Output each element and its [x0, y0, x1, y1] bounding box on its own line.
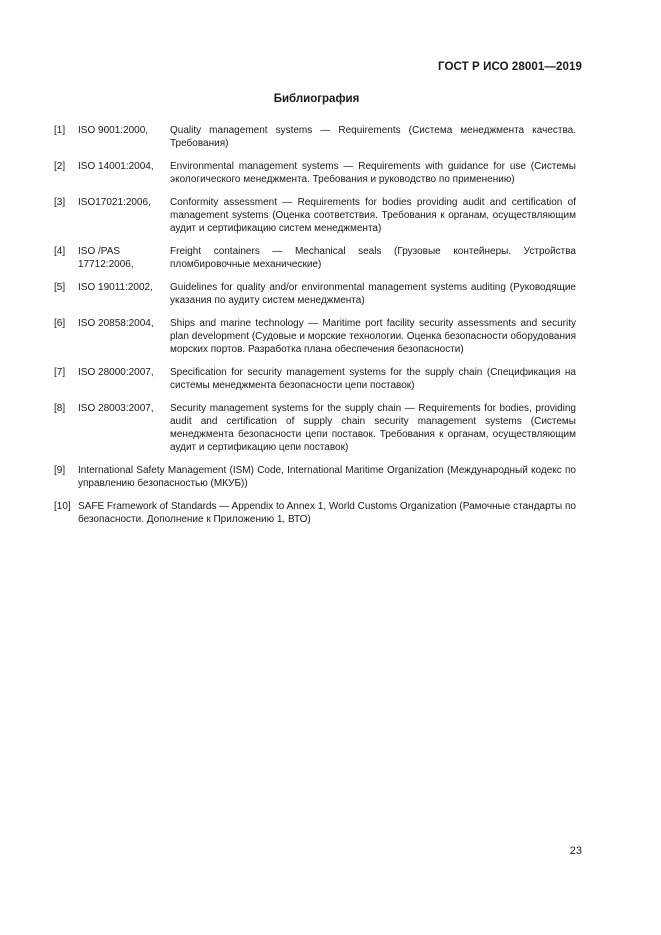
entry-description: Security management systems for the supply chain — Requirements for bodies, providing audit and certification of supply chain security management systems (Системы менеджмента безопасности цепи поставок. Требования к органам, осуществляющим аудит и сертификацию цепи поставок) — [170, 403, 576, 453]
entry-description: Conformity assessment — Requirements for bodies providing audit and certification of management systems (Оценка соответствия. Требования к органам, осуществляющим аудит и сертификацию систем менеджмента) — [170, 197, 576, 234]
entry-description: Guidelines for quality and/or environmental management systems auditing (Руководящие указания по аудиту систем менеджмента) — [170, 282, 576, 306]
entry-number: [9] — [54, 465, 66, 476]
entry-number: [4] — [54, 246, 66, 257]
entry-standard-code: ISO 20858:2004, — [78, 318, 154, 329]
entry-standard-code: ISO17021:2006, — [78, 197, 151, 208]
bibliography-entry-4 — [54, 245, 576, 271]
page-title: Библиография — [273, 93, 360, 105]
entry-standard-code: ISO /PAS 17712:2006, — [78, 246, 134, 270]
bibliography-entry-3 — [54, 196, 576, 235]
bibliography-list — [54, 124, 576, 536]
entry-number: [6] — [54, 318, 66, 329]
bibliography-entry-2 — [54, 160, 576, 186]
bibliography-entry-10 — [54, 500, 576, 526]
entry-number: [7] — [54, 367, 66, 378]
bibliography-entry-7 — [54, 366, 576, 392]
entry-number: [8] — [54, 403, 66, 414]
entry-number: [3] — [54, 197, 66, 208]
entry-description: International Safety Management (ISM) Code, International Maritime Organization (Международный кодекс по управлению безопасностью (МКУБ)) — [78, 465, 576, 489]
entry-description: Specification for security management systems for the supply chain (Спецификация на системы менеджмента безопасности цепи поставок) — [170, 367, 576, 391]
entry-description: Quality management systems — Requirements (Система менеджмента качества. Требования) — [170, 125, 576, 149]
entry-standard-code: ISO 9001:2000, — [78, 125, 149, 136]
entry-number: [5] — [54, 282, 66, 293]
entry-description: Ships and marine technology — Maritime port facility security assessments and security plan development (Судовые и морские технологии. Оценка безопасности оборудования морских портов. Разработка плана обеспечения безопасности) — [170, 318, 576, 355]
bibliography-entry-5 — [54, 281, 576, 307]
entry-number: [2] — [54, 161, 66, 172]
bibliography-entry-9 — [54, 464, 576, 490]
entry-standard-code: ISO 14001:2004, — [78, 161, 154, 172]
entry-description: Environmental management systems — Requirements with guidance for use (Системы экологического менеджмента. Требования и руководство по применению) — [170, 161, 576, 185]
bibliography-entry-6 — [54, 317, 576, 356]
entry-number: [10] — [54, 501, 71, 512]
document-standard-code: ГОСТ Р ИСО 28001—2019 — [437, 61, 582, 73]
entry-number: [1] — [54, 125, 66, 136]
entry-standard-code: ISO 19011:2002, — [78, 282, 153, 293]
entry-description: Freight containers — Mechanical seals (Грузовые контейнеры. Устройства пломбировочные механические) — [170, 246, 576, 270]
entry-description: SAFE Framework of Standards — Appendix to Annex 1, World Customs Organization (Рамочные стандарты по безопасности. Дополнение к Приложению 1, ВТО) — [78, 501, 576, 525]
bibliography-entry-8 — [54, 402, 576, 454]
bibliography-entry-1 — [54, 124, 576, 150]
entry-standard-code: ISO 28003:2007, — [78, 403, 154, 414]
entry-standard-code: ISO 28000:2007, — [78, 367, 154, 378]
page-number: 23 — [569, 845, 582, 857]
